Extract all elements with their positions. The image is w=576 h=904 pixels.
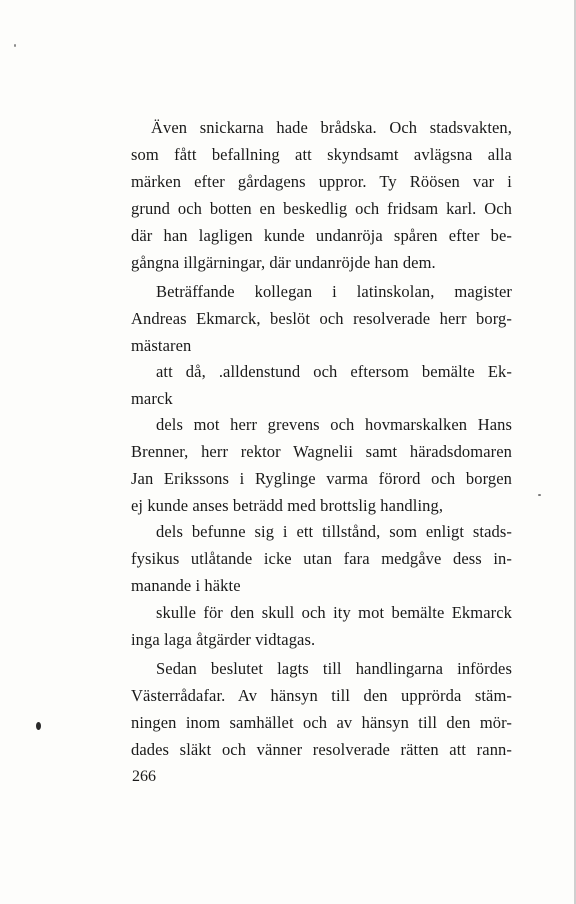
ink-speck [538, 494, 541, 496]
text-line: inga laga åtgärder vidtagas. [131, 630, 316, 649]
text-line: ningen inom samhället och av hänsyn till den mör- [131, 713, 512, 732]
text-line: fysikus utlåtande icke utan fara medgåve dess in- [131, 549, 512, 568]
text-line: som fått befallning att skyndsamt avlägsna alla [131, 145, 512, 164]
text-line: Västerrådafar. Av hänsyn till den upprörda stäm- [131, 686, 512, 705]
text-line: marck [131, 389, 173, 408]
text-line: Beträffande kollegan i latinskolan, magister [156, 282, 512, 301]
text-line: mästaren [131, 336, 192, 355]
text-line: Sedan beslutet lagts till handlingarna infördes [156, 659, 512, 678]
ink-speck [36, 722, 41, 730]
text-line: gångna illgärningar, där undanröjde han dem. [131, 253, 436, 272]
text-line: dades släkt och vänner resolverade rätten att rann- [131, 740, 512, 759]
text-line: Jan Erikssons i Ryglinge varma förord och borgen [131, 469, 512, 488]
text-line: dels befunne sig i ett tillstånd, som enligt stads- [156, 522, 512, 541]
text-line: grund och botten en beskedlig och fridsam karl. Och [131, 199, 512, 218]
text-line: Andreas Ekmarck, beslöt och resolverade herr borg- [131, 309, 512, 328]
page-number: 266 [132, 768, 156, 785]
text-line: att då, .alldenstund och eftersom bemälte Ek- [156, 362, 512, 381]
text-line: där han lagligen kunde undanröja spåren efter be- [131, 226, 512, 245]
text-line: dels mot herr grevens och hovmarskalken Hans [156, 415, 512, 434]
text-line: ej kunde anses beträdd med brottslig handling, [131, 496, 444, 515]
text-line: skulle för den skull och ity mot bemälte Ekmarck [156, 603, 512, 622]
text-line: Även snickarna hade brådska. Och stadsvakten, [151, 118, 512, 137]
text-line: Brenner, herr rektor Wagnelii samt häradsdomaren [131, 442, 512, 461]
ink-speck [14, 44, 16, 47]
text-line: märken efter gårdagens uppror. Ty Röösen var i [131, 172, 512, 191]
text-line: manande i häkte [131, 576, 241, 595]
